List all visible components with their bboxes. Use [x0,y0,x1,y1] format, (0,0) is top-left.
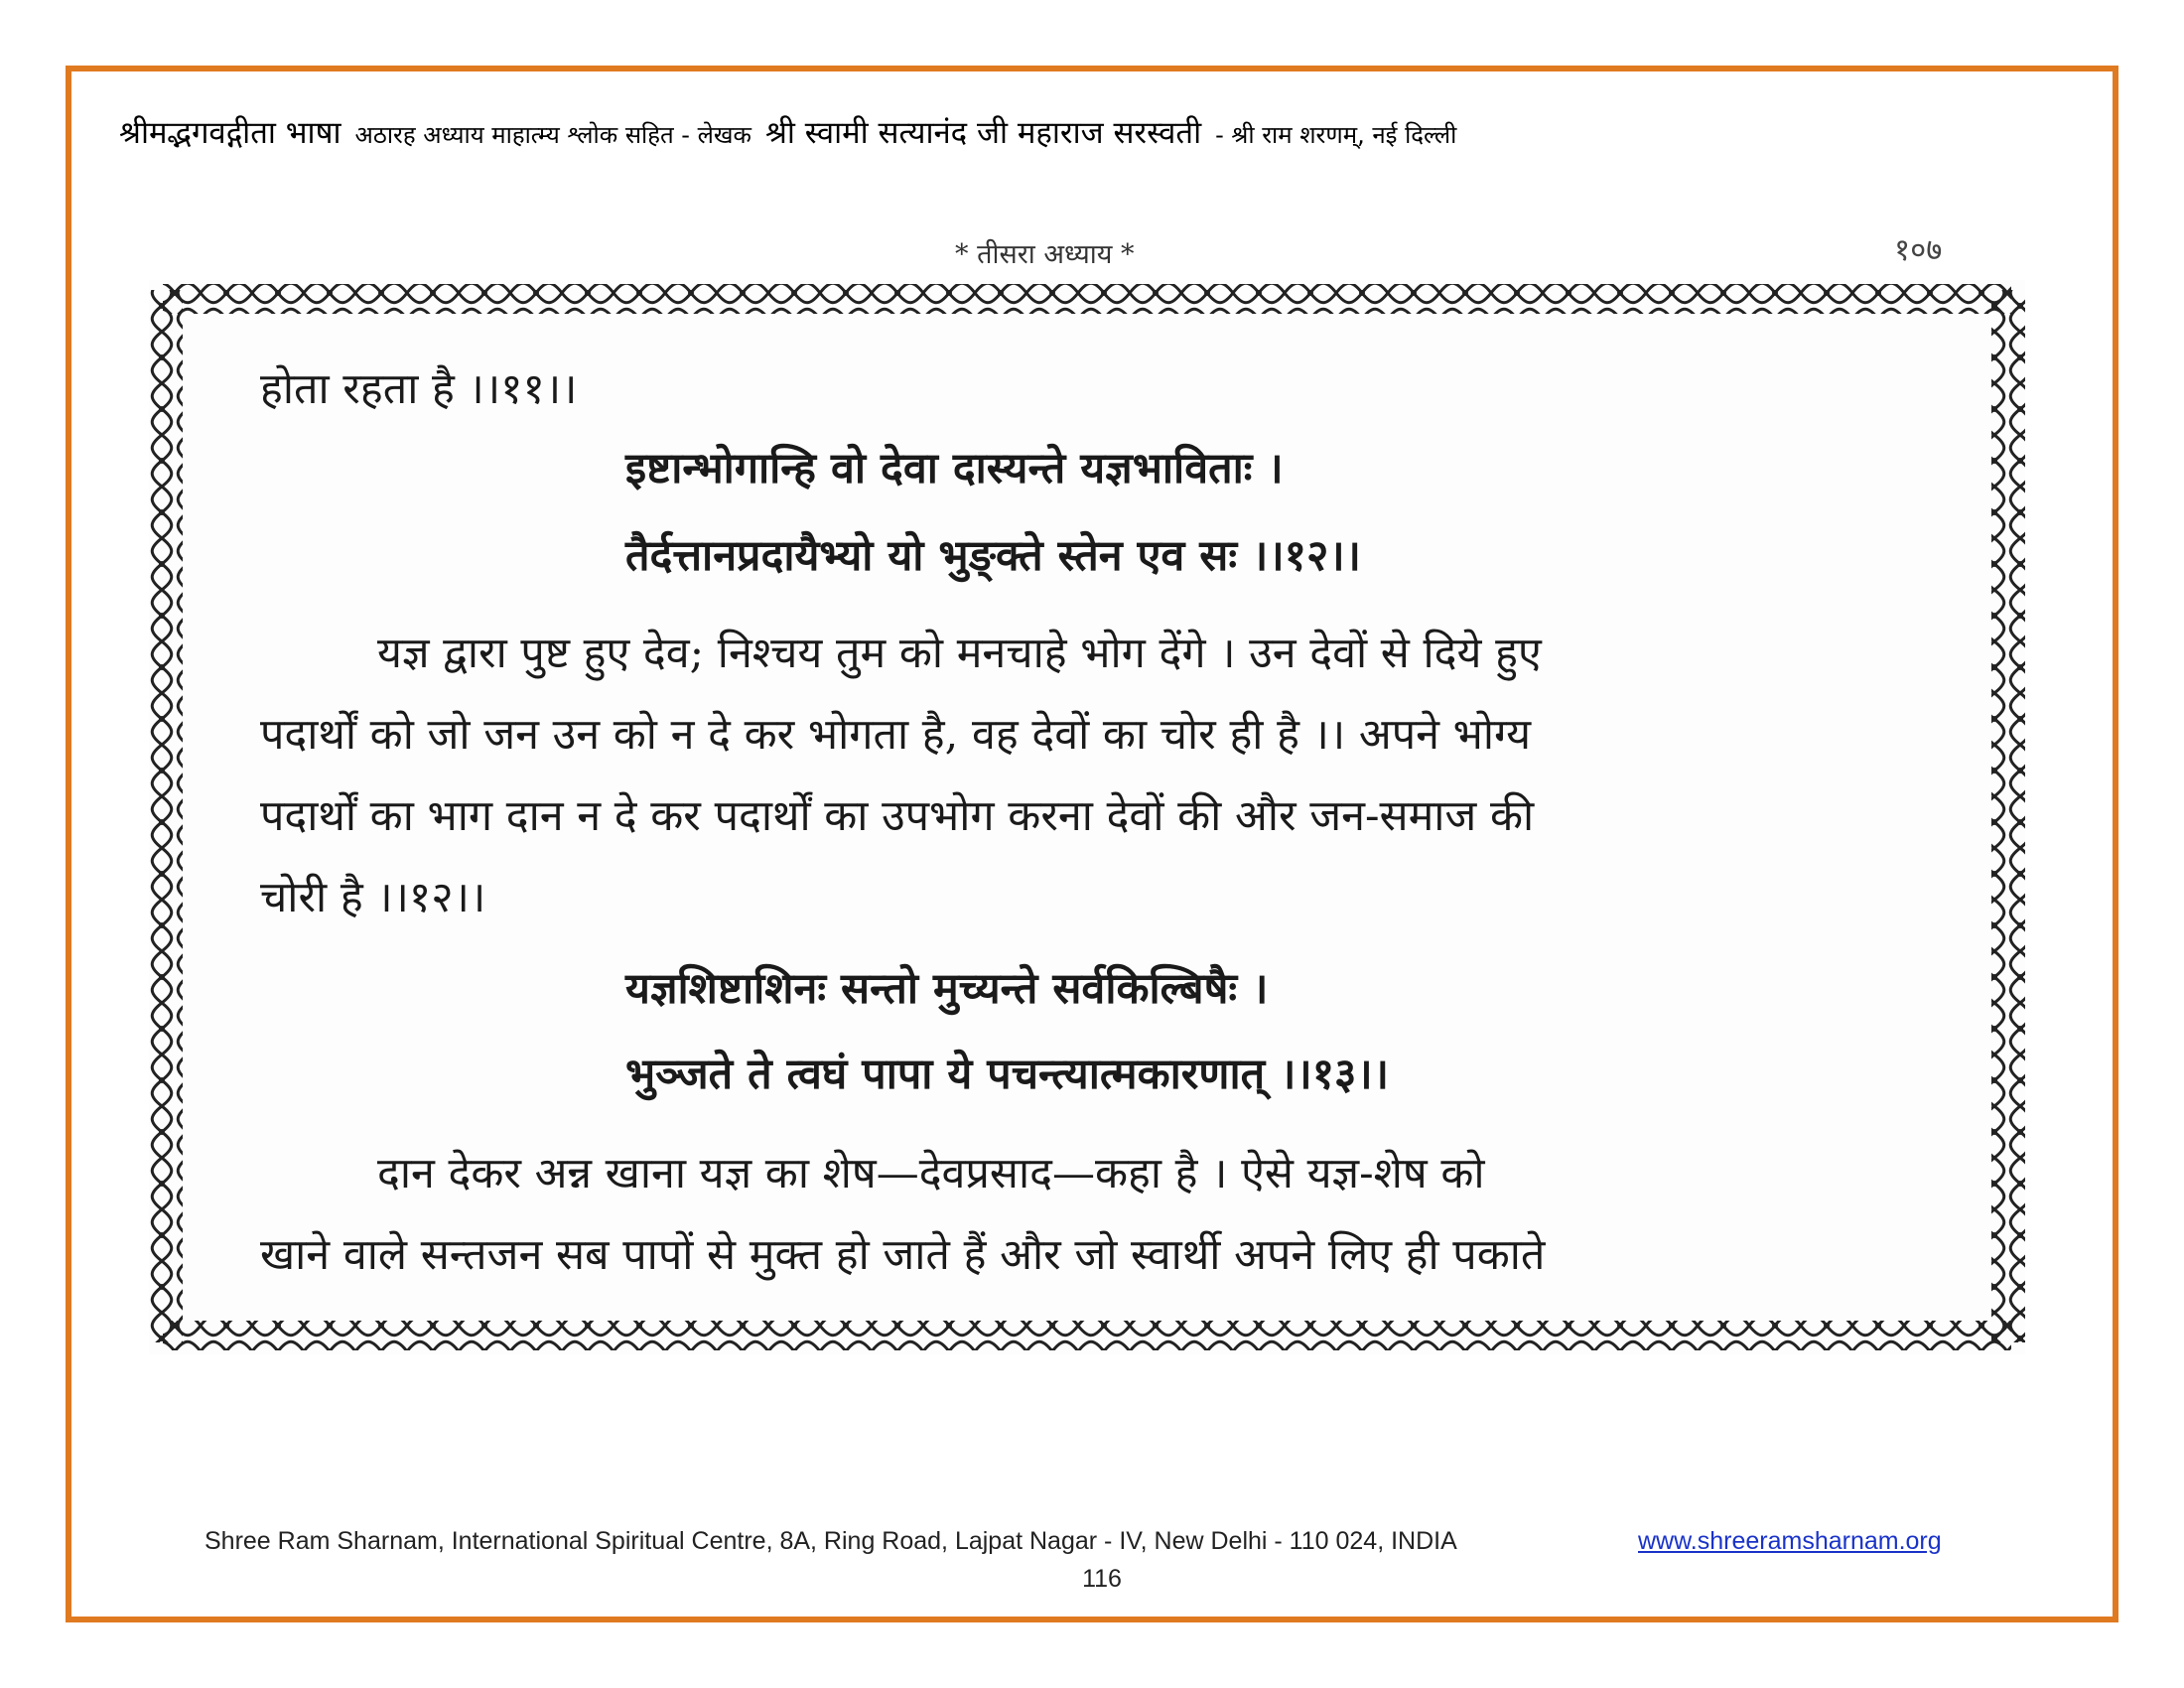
website-link[interactable]: www.shreeramsharnam.org [1638,1527,1942,1555]
prose-line: होता रहता है ।।११।। [260,364,578,414]
header-author: श्री स्वामी सत्यानंद जी महाराज सरस्वती [764,115,1202,151]
scanned-page-head [0,234,2184,274]
footer-address: Shree Ram Sharnam, International Spiritual Centre, 8A, Ring Road, Lajpat Nagar - IV, New Delhi - 110 024, INDIA [205,1527,1457,1555]
verse-line: इष्टान्भोगान्हि वो देवा दास्यन्ते यज्ञभाविताः । [625,444,1284,493]
book-page-number: १०७ [1894,232,1943,268]
header-title: श्रीमद्भगवद्गीता भाषा [119,115,341,151]
prose-line: दान देकर अन्न खाना यज्ञ का शेष—देवप्रसाद—कहा है । ऐसे यज्ञ-शेष को [377,1149,1485,1198]
prose-line: पदार्थों का भाग दान न दे कर पदार्थों का उपभोग करना देवों की और जन-समाज की [260,791,1535,841]
document-header [119,111,2065,161]
prose-line: यज्ञ द्वारा पुष्ट हुए देव; निश्चय तुम को मनचाहे भोग देंगे । उन देवों से दिये हुए [377,629,1542,678]
verse-line: तैर्दत्तानप्रदायैभ्यो यो भुङ्क्ते स्तेन एव सः ।।१२।। [625,531,1361,581]
prose-line: खाने वाले सन्तजन सब पापों से मुक्त हो जाते हैं और जो स्वार्थी अपने लिए ही पकाते [260,1230,1546,1280]
chapter-title: * तीसरा अध्याय * [955,239,1135,270]
border-right [1991,290,2025,1342]
verse-line: भुञ्जते ते त्वघं पापा ये पचन्त्यात्मकारणात् ।।१३।। [625,1050,1390,1099]
header-publisher: - श्री राम शरणम्, नई दिल्ली [1215,121,1457,149]
footer [205,1527,1991,1563]
border-top [163,284,2011,314]
prose-line: पदार्थों को जो जन उन को न दे कर भोगता है, वह देवों का चोर ही है ।। अपने भोग्य [260,710,1532,760]
verse-line: यज्ञशिष्टाशिनः सन्तो मुच्यन्ते सर्वकिल्बिषैः । [625,964,1269,1014]
prose-line: चोरी है ।।१२।। [260,873,486,922]
pdf-page-number: 116 [1082,1565,1122,1593]
border-left [149,290,183,1342]
border-bottom [163,1321,2011,1350]
header-subtitle: अठारह अध्याय माहात्म्य श्लोक सहित - लेखक [354,121,751,149]
